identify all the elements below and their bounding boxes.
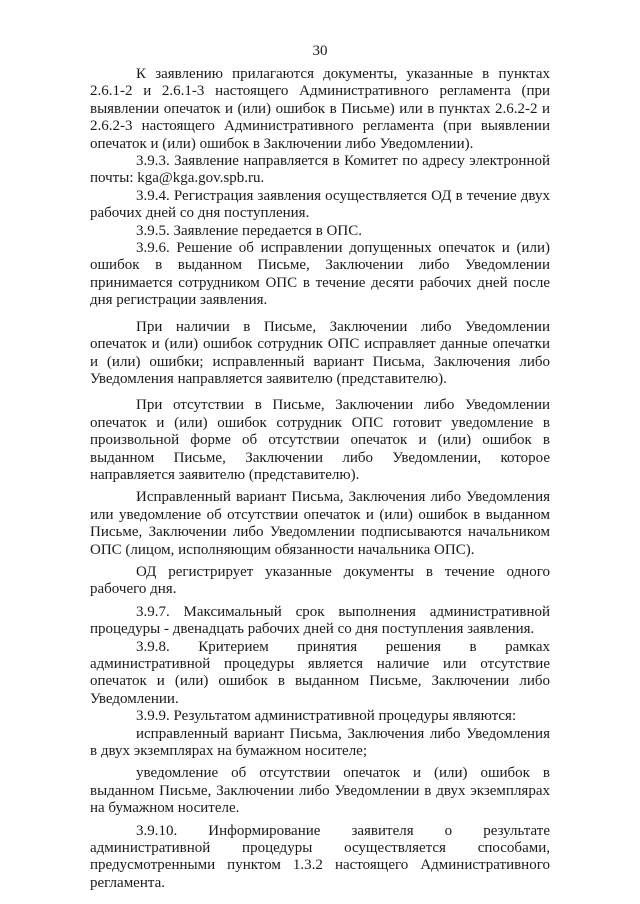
page-number: 30 (312, 43, 328, 59)
paragraph-3-9-9: 3.9.9. Результатом административной процедуры являются: (136, 708, 517, 725)
paragraph-3-9-10: 3.9.10. Информирование заявителя о результате административной процедуры осуществляется способами, предусмотренными пунктом 1.3.2 настоящего Административного регламента. (90, 822, 550, 891)
document-body (90, 66, 550, 892)
paragraph-3-9-7: 3.9.7. Максимальный срок выполнения административной процедуры - двенадцать рабочих дней со дня поступления заявления. (90, 603, 550, 638)
paragraph-attachments: К заявлению прилагаются документы, указанные в пунктах 2.6.1-2 и 2.6.1-3 настоящего Административного регламента (при выявлении опечаток и (или) ошибок в Письме) или в пунктах 2.6.2-2 и 2.6.2-3 настоящего Административного регламента (при выявлении опечаток и (или) ошибок в Заключении либо Уведомлении). (90, 66, 550, 152)
paragraph-3-9-6: 3.9.6. Решение об исправлении допущенных опечаток и (или) ошибок в выданном Письме, Заключении либо Уведомлении принимается сотрудником ОПС в течение десяти рабочих дней после дня регистрации заявления. (90, 240, 550, 309)
paragraph-3-9-8: 3.9.8. Критерием принятия решения в рамках административной процедуры является наличие или отсутствие опечаток и (или) ошибок в выданном Письме, Заключении либо Уведомлении. (90, 638, 550, 707)
paragraph-errors-absent: При отсутствии в Письме, Заключении либо Уведомлении опечаток и (или) ошибок сотрудник ОПС готовит уведомление в произвольной форме об отсутствии опечаток и (или) ошибок в выданном Письме, Заключении либо Уведомлении, которое направляется заявителю (представителю). (90, 397, 550, 483)
paragraph-3-9-3: 3.9.3. Заявление направляется в Комитет по адресу электронной почты: kga@kga.gov.spb.ru. (90, 153, 550, 187)
paragraph-result-notice: уведомление об отсутствии опечаток и (или) ошибок в выданном Письме, Заключении либо Уведомлении в двух экземплярах на бумажном носителе. (90, 765, 550, 817)
paragraph-registration: ОД регистрирует указанные документы в течение одного рабочего дня. (90, 563, 550, 598)
paragraph-signing: Исправленный вариант Письма, Заключения либо Уведомления или уведомление об отсутствии опечаток и (или) ошибок в выданном Письме, Заключении либо Уведомлении подписываются начальником ОПС (лицом, исполняющим обязанности начальника ОПС). (90, 489, 550, 558)
paragraph-3-9-4: 3.9.4. Регистрация заявления осуществляется ОД в течение двух рабочих дней со дня поступления. (90, 187, 550, 222)
paragraph-3-9-5: 3.9.5. Заявление передается в ОПС. (136, 222, 362, 239)
paragraph-result-corrected: исправленный вариант Письма, Заключения либо Уведомления в двух экземплярах на бумажном носителе; (90, 725, 550, 760)
paragraph-errors-present: При наличии в Письме, Заключении либо Уведомлении опечаток и (или) ошибок сотрудник ОПС исправляет данные опечатки и (или) ошибки; исправленный вариант Письма, Заключения либо Уведомления направляется заявителю (представителю). (90, 318, 550, 387)
